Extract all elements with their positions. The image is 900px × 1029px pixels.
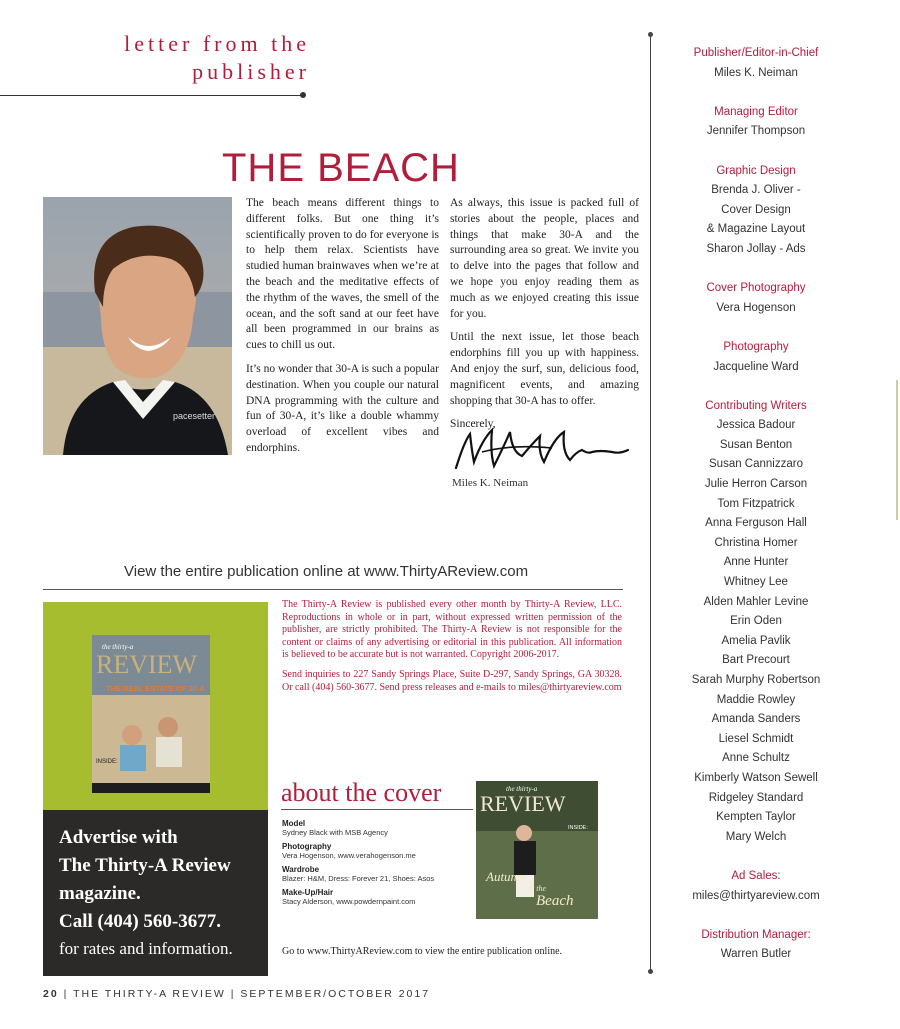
goto-online-note[interactable]: Go to www.ThirtyAReview.com to view the entire publication online. xyxy=(282,946,563,957)
masthead-name: Susan Cannizzaro xyxy=(709,458,803,471)
legal-notice xyxy=(282,599,622,701)
masthead-group xyxy=(660,397,852,848)
article-paragraph: Until the next issue, let those beach endorphins fill you up with happiness. And enjoy the surf, sun, delicious food, magnificent events, and amazing shopping that 30-A has to offer. xyxy=(450,331,639,407)
footer-separator: | xyxy=(63,988,74,1000)
legal-paragraph: The Thirty-A Review is published every other month by Thirty-A Review, LLC. Reproductions in whole or in part, without expressed written permission of the publisher, are strictly prohibited. The Thirty-A Review is not responsible for the content or claims of any advertising or editorial in this publication. All information is believed to be accurate but is not warranted. Copyright 2006-2017. xyxy=(282,599,622,661)
column-divider-dot-top xyxy=(648,32,653,37)
credit-label: Photography xyxy=(282,842,332,851)
masthead-name: Cover Design xyxy=(721,203,791,216)
masthead-name: Whitney Lee xyxy=(724,576,788,589)
masthead-name: Bart Precourt xyxy=(722,654,790,667)
masthead-name: Amanda Sanders xyxy=(711,713,801,726)
advertise-cta[interactable] xyxy=(43,810,268,976)
column-divider xyxy=(650,34,651,972)
advertise-line: for rates and information. xyxy=(59,939,233,958)
credit-value: Blazer: H&M, Dress: Forever 21, Shoes: Asos xyxy=(282,874,435,883)
page-footer xyxy=(43,988,430,1000)
masthead-name: Susan Benton xyxy=(719,438,793,451)
section-heading-line2: publisher xyxy=(192,59,310,84)
masthead-name: Anna Ferguson Hall xyxy=(705,517,807,530)
credit-label: Wardrobe xyxy=(282,865,320,874)
cover-tagline-2: at the xyxy=(528,884,546,893)
masthead-group xyxy=(660,926,852,965)
ad-cover-thumbnail xyxy=(92,635,210,793)
advertise-line: Advertise with xyxy=(59,827,178,848)
credit-label: Make-Up/Hair xyxy=(282,888,334,897)
masthead-name: & Magazine Layout xyxy=(706,223,806,236)
masthead-name: Jessica Badour xyxy=(716,419,796,432)
credit-value: Sydney Black with MSB Agency xyxy=(282,828,388,837)
masthead-name: Julie Herron Carson xyxy=(704,478,808,491)
article-column-1 xyxy=(246,196,439,465)
masthead-name: Erin Oden xyxy=(730,615,782,628)
footer-publication: THE THIRTY-A REVIEW | SEPTEMBER/OCTOBER 2017 xyxy=(73,988,431,1000)
article-paragraph: It’s no wonder that 30-A is such a popular destination. When you couple our natural DNA programming with the culture and fun of 30-A, it’s like a double whammy overload of excellent vibes and endorphins. xyxy=(246,362,439,454)
masthead-group xyxy=(660,338,852,377)
section-heading xyxy=(105,30,310,86)
header-divider xyxy=(0,95,304,96)
contact-paragraph: Send inquiries to 227 Sandy Springs Place, Suite D-297, Sandy Springs, GA 30328. Or call (404) 560-3677. Send press releases and e-mails to miles@thirtyareview.com xyxy=(282,668,622,693)
masthead-name: Maddie Rowley xyxy=(716,693,796,706)
masthead-role: Contributing Writers xyxy=(705,399,807,412)
masthead-name: Anne Hunter xyxy=(723,556,789,569)
masthead xyxy=(660,44,852,965)
masthead-group xyxy=(660,279,852,318)
about-cover-divider xyxy=(281,809,473,810)
masthead-role: Photography xyxy=(723,340,789,353)
cover-brand: REVIEW xyxy=(480,791,566,816)
masthead-name: Brenda J. Oliver - xyxy=(711,184,801,197)
ad-sales-email-link[interactable]: miles@thirtyareview.com xyxy=(692,889,820,902)
ad-cover-brand-small: the thirty-a xyxy=(102,643,134,651)
signature-name: Miles K. Neiman xyxy=(452,477,529,489)
masthead-group xyxy=(660,103,852,142)
masthead-group xyxy=(660,44,852,83)
masthead-role: Cover Photography xyxy=(706,282,806,295)
masthead-name: Kempten Taylor xyxy=(716,811,796,824)
masthead-name: Jacqueline Ward xyxy=(713,360,799,373)
section-heading-line1: letter from the xyxy=(124,31,310,56)
masthead-name: Kimberly Watson Sewell xyxy=(694,771,818,784)
credit-value: Stacy Alderson, www.powdernpaint.com xyxy=(282,897,416,906)
masthead-name: Alden Mahler Levine xyxy=(703,595,809,608)
masthead-role: Graphic Design xyxy=(716,164,796,177)
masthead-role: Ad Sales: xyxy=(731,869,781,882)
about-cover-credits xyxy=(282,815,472,907)
masthead-name: Sharon Jollay - Ads xyxy=(706,242,806,255)
advertise-phone: Call (404) 560-3677. xyxy=(59,911,222,932)
view-online-link[interactable]: View the entire publication online at www.ThirtyAReview.com xyxy=(124,563,529,580)
masthead-name: Vera Hogenson xyxy=(716,301,796,314)
masthead-name: Liesel Schmidt xyxy=(718,732,794,745)
masthead-name: Mary Welch xyxy=(725,830,787,843)
credit-label: Model xyxy=(282,819,306,828)
ad-cover-inside: INSIDE: xyxy=(96,759,118,765)
advertise-line: The Thirty-A Review xyxy=(59,855,231,876)
about-cover-title: about the cover xyxy=(281,778,442,807)
masthead-role: Managing Editor xyxy=(714,105,798,118)
publisher-photo xyxy=(43,197,232,455)
masthead-group xyxy=(660,867,852,906)
page-edge-mark xyxy=(896,380,898,520)
masthead-name: Jennifer Thompson xyxy=(706,125,806,138)
masthead-name: Ridgeley Standard xyxy=(708,791,804,804)
ad-cover-brand: REVIEW xyxy=(96,650,198,679)
credit-value: Vera Hogenson, www.verahogenson.me xyxy=(282,851,416,860)
masthead-name: Amelia Pavlik xyxy=(721,634,791,647)
masthead-name: Sarah Murphy Robertson xyxy=(691,674,821,686)
signature xyxy=(452,422,632,478)
masthead-name: Warren Butler xyxy=(720,948,792,961)
current-cover-image xyxy=(476,781,598,919)
cover-tagline-3: Beach xyxy=(536,893,574,909)
masthead-name: Anne Schultz xyxy=(722,752,790,765)
section-divider xyxy=(43,589,623,590)
cover-brand-small: the thirty-a xyxy=(506,785,538,793)
header-divider-dot xyxy=(300,92,306,98)
ad-cover-headline: THE REAL ESTATE OF 30-A xyxy=(106,684,205,693)
article-paragraph: The beach means different things to different folks. But one thing it’s scientifically proven to do for everyone is to help them relax. Scientists have studied human brainwaves when we’re at the beach and the meditative effects of the rhythm of the waves, the smell of the ocean, and the soft sand at our feet have all been programmed in our brains as cues to chill us out. xyxy=(246,197,439,352)
masthead-name: Tom Fitzpatrick xyxy=(717,497,795,510)
article-title: THE BEACH xyxy=(222,146,460,190)
article-column-2 xyxy=(450,196,639,441)
masthead-role: Distribution Manager: xyxy=(701,928,811,941)
masthead-name: Christina Homer xyxy=(714,536,798,549)
article-paragraph: As always, this issue is packed full of stories about the people, places and things that make 30-A and the surrounding area so great. We invite you to delve into the pages that follow and we hope you enjoy reading them as much as we enjoyed creating this issue for you. xyxy=(450,197,639,320)
cover-inside: INSIDE: xyxy=(568,825,588,831)
shirt-logo-text: pacesetter xyxy=(173,411,216,421)
masthead-role: Publisher/Editor-in-Chief xyxy=(693,47,819,59)
article-closing: Sincerely, xyxy=(450,418,496,431)
page-number: 20 xyxy=(43,988,59,1000)
masthead-name: Miles K. Neiman xyxy=(714,66,798,79)
column-divider-dot-bottom xyxy=(648,969,653,974)
publisher-portrait-image xyxy=(43,197,232,455)
masthead-group xyxy=(660,162,852,260)
cover-tagline-1: Autumn xyxy=(486,869,527,884)
advertise-line: magazine. xyxy=(59,883,141,904)
